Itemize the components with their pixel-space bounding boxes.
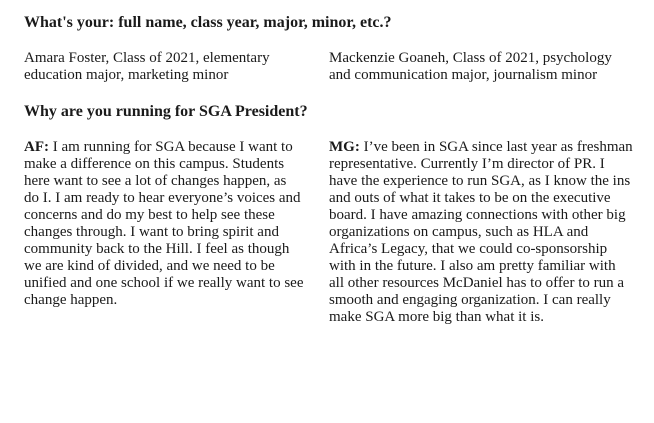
answer-2-mg: [329, 139, 634, 326]
answer-1-mg-text: Mackenzie Goaneh, Class of 2021, psychology and communication major, journalism minor: [329, 50, 612, 83]
answer-2-af: [24, 139, 305, 309]
answer-1-candidate-mg: [329, 50, 634, 84]
answer-2-af-text: I am running for SGA because I want to make a difference on this campus. Students here want to see a lot of changes happen, as do I. I am ready to hear everyone’s voices and concerns and do my best to help see these changes through. I want to bring spirit and community back to the Hill. I feel as though we are kind of divided, and we need to be unified and one school if we really want to see change happen.: [24, 139, 304, 308]
answer-2-af-initials: AF:: [24, 139, 49, 155]
answers-1: [24, 50, 634, 84]
answer-2-mg-text: I’ve been in SGA since last year as freshman representative. Currently I’m director of PR. I have the experience to run SGA, as I know the ins and outs of what it takes to be on the executive board. I have amazing connections with other big organizations on campus, such as HLA and Africa’s Legacy, that we could co-sponsorship with in the future. I also am pretty familiar with all other resources McDaniel has to offer to run a smooth and engaging organization. I can really make SGA more big than what it is.: [329, 139, 633, 325]
question-2: Why are you running for SGA President?: [24, 103, 308, 120]
answer-2-candidate-mg: [329, 139, 634, 326]
answer-1-candidate-af: [24, 50, 329, 84]
answer-1-af-text: Amara Foster, Class of 2021, elementary education major, marketing minor: [24, 50, 270, 83]
answer-2-candidate-af: [24, 139, 329, 326]
question-1: What's your: full name, class year, major, minor, etc.?: [24, 14, 392, 31]
answers-2: [24, 139, 634, 326]
answer-2-mg-initials: MG:: [329, 139, 360, 155]
article-body: [24, 13, 634, 326]
